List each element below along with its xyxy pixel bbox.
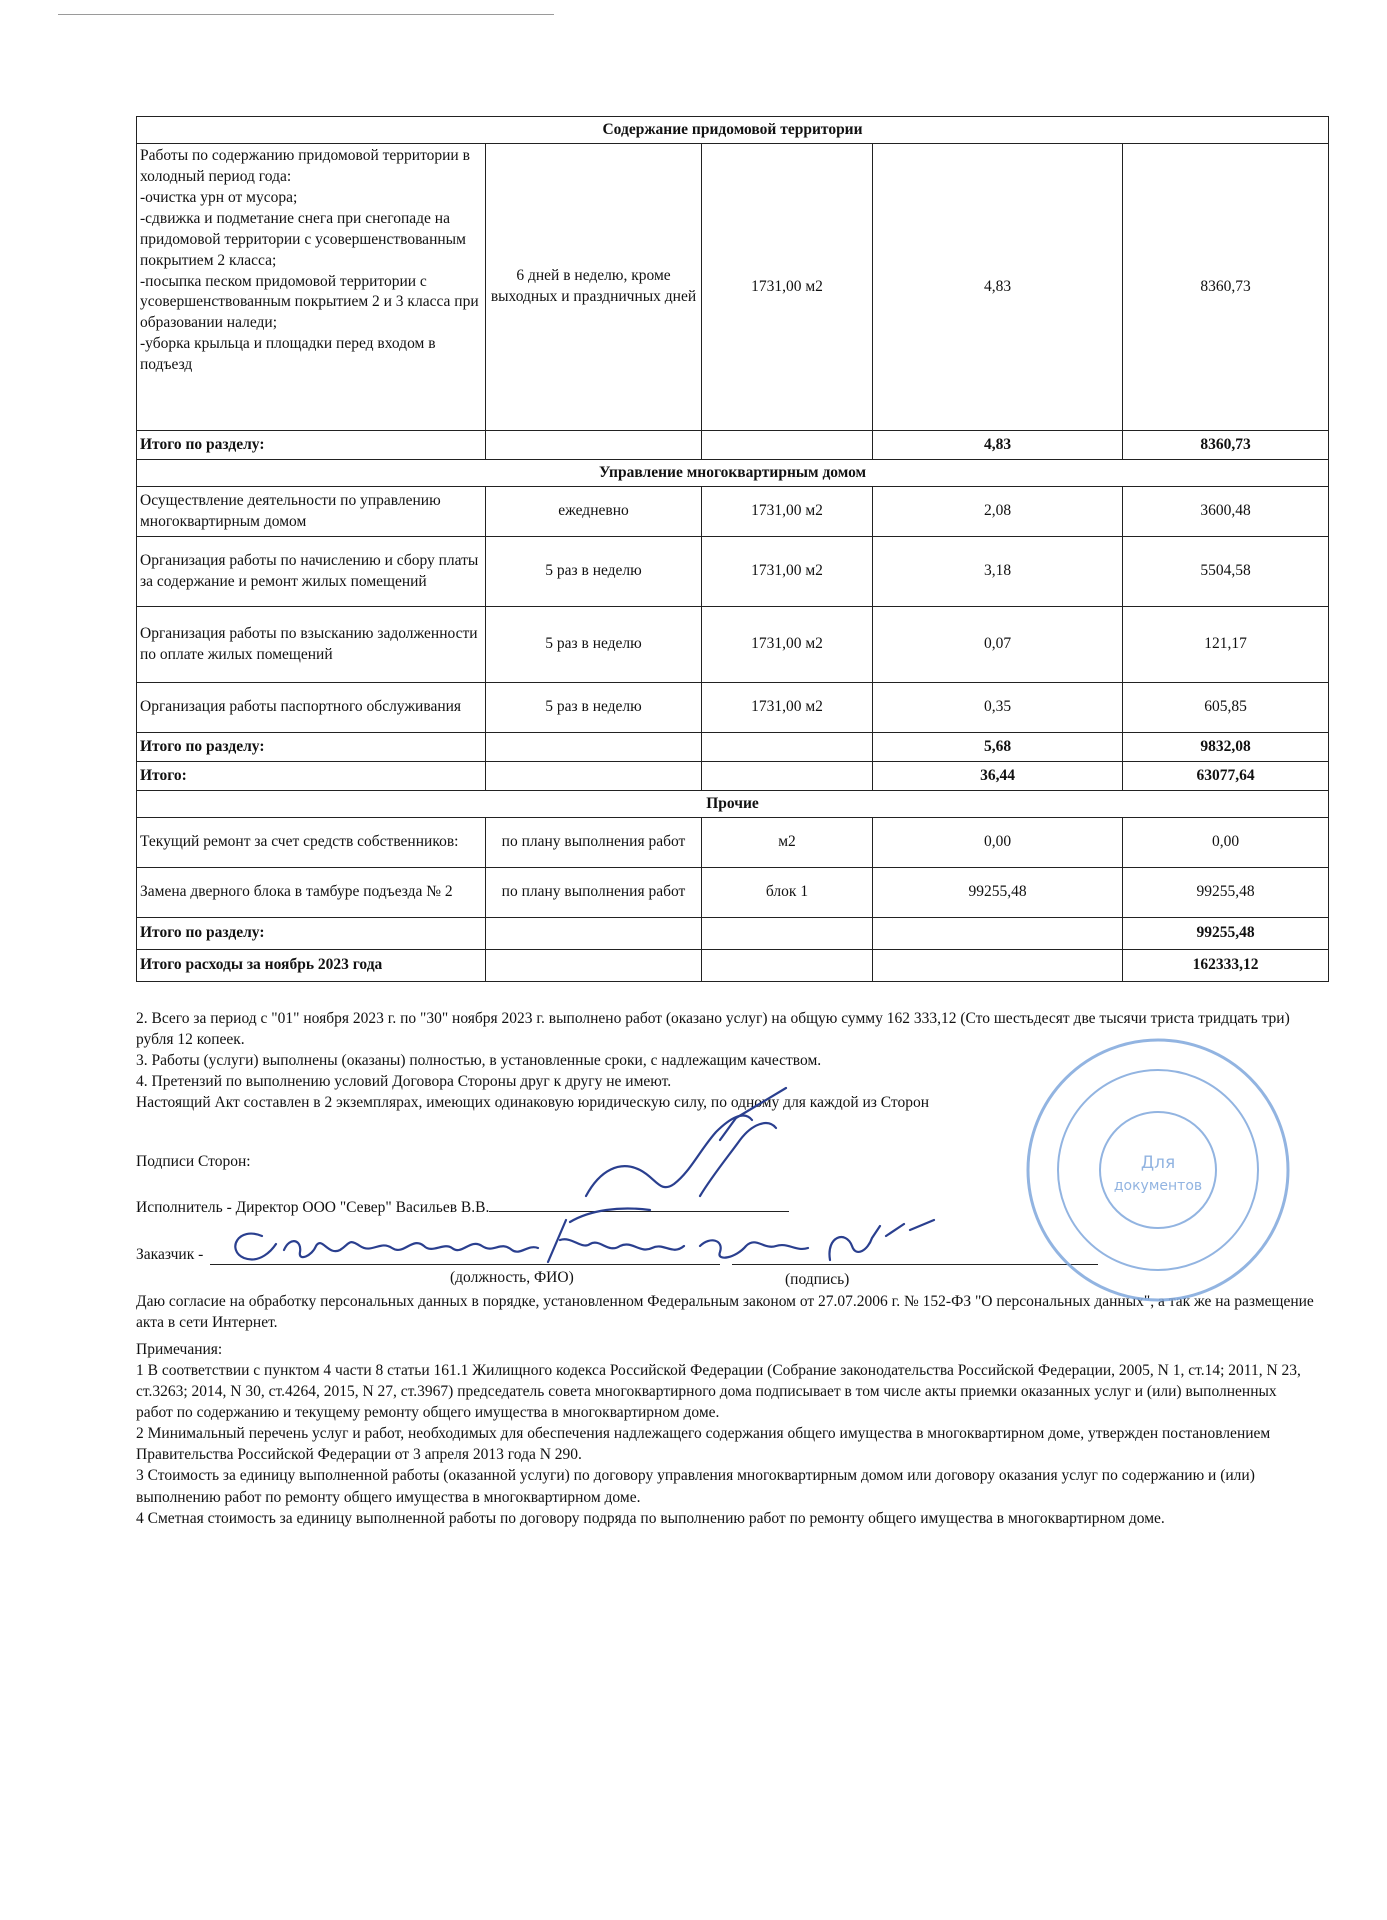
- subtotal-rate: 5,68: [873, 733, 1123, 762]
- customer-name-line: [210, 1264, 720, 1265]
- subtotal-row: [137, 733, 1329, 762]
- customer-line: [136, 1244, 1316, 1265]
- service-rate: 0,00: [873, 818, 1123, 868]
- service-frequency: 5 раз в неделю: [486, 537, 702, 607]
- subtotal-total: 9832,08: [1123, 733, 1329, 762]
- table-row: [137, 537, 1329, 607]
- grand-total-label: Итого:: [137, 762, 486, 791]
- service-rate: 99255,48: [873, 868, 1123, 918]
- section-title: Прочие: [137, 791, 1329, 818]
- note-item: 4 Сметная стоимость за единицу выполненной работы по договору подряда по выполнению работ по ремонту общего имущества в многоквартирном доме.: [136, 1509, 1165, 1527]
- service-name: Замена дверного блока в тамбуре подъезда № 2: [137, 868, 486, 918]
- service-frequency: 5 раз в неделю: [486, 607, 702, 683]
- service-total: 3600,48: [1123, 487, 1329, 537]
- section-title: Управление многоквартирным домом: [137, 460, 1329, 487]
- service-rate: 3,18: [873, 537, 1123, 607]
- service-total: 121,17: [1123, 607, 1329, 683]
- service-volume: м2: [702, 818, 873, 868]
- service-total: 8360,73: [1123, 144, 1329, 431]
- service-total: 5504,58: [1123, 537, 1329, 607]
- service-frequency: ежедневно: [486, 487, 702, 537]
- service-volume: 1731,00 м2: [702, 537, 873, 607]
- service-volume: 1731,00 м2: [702, 144, 873, 431]
- service-frequency: 6 дней в неделю, кроме выходных и праздничных дней: [486, 144, 702, 431]
- subtotal-total: 99255,48: [1123, 918, 1329, 950]
- table-row: [137, 818, 1329, 868]
- service-frequency: по плану выполнения работ: [486, 818, 702, 868]
- table-row: [137, 607, 1329, 683]
- table-row: [137, 144, 1329, 431]
- customer-signature-line: [732, 1264, 1098, 1265]
- section-title: Содержание придомовой территории: [137, 117, 1329, 144]
- table-row: [137, 868, 1329, 918]
- table-row: [137, 683, 1329, 733]
- scan-top-line: [58, 14, 554, 15]
- service-rate: 0,07: [873, 607, 1123, 683]
- service-frequency: 5 раз в неделю: [486, 683, 702, 733]
- service-rate: 4,83: [873, 144, 1123, 431]
- subtotal-label: Итого по разделу:: [137, 431, 486, 460]
- service-rate: 2,08: [873, 487, 1123, 537]
- final-total-row: [137, 950, 1329, 982]
- notes-block: [136, 1339, 1316, 1529]
- executor-line: [136, 1197, 1316, 1218]
- act-paragraphs: [136, 1008, 1316, 1113]
- subtotal-total: 8360,73: [1123, 431, 1329, 460]
- executor-label: Исполнитель - Директор ООО "Север" Васильев В.В.: [136, 1199, 490, 1216]
- final-total-sum: 162333,12: [1123, 950, 1329, 982]
- subtotal-rate: 4,83: [873, 431, 1123, 460]
- subtotal-label: Итого по разделу:: [137, 733, 486, 762]
- customer-label: Заказчик -: [136, 1246, 204, 1263]
- subtotal-label: Итого по разделу:: [137, 918, 486, 950]
- service-volume: 1731,00 м2: [702, 607, 873, 683]
- paragraph-2: 2. Всего за период с "01" ноября 2023 г. по "30" ноября 2023 г. выполнено работ (оказано услуг) на общую сумму 162 333,12 (Сто шестьдесят две тысячи триста тридцать три) рубля 12 копеек.: [136, 1010, 1290, 1049]
- subtotal-row: [137, 431, 1329, 460]
- grand-total-rate: 36,44: [873, 762, 1123, 791]
- service-total: 0,00: [1123, 818, 1329, 868]
- service-name: Текущий ремонт за счет средств собственников:: [137, 818, 486, 868]
- consent-text: Даю согласие на обработку персональных данных в порядке, установленном Федеральным законом от 27.07.2006 г. № 152-ФЗ "О персональных данных", а так же на размещение акта в сети Интернет.: [136, 1293, 1314, 1332]
- service-frequency: по плану выполнения работ: [486, 868, 702, 918]
- grand-total-row: [137, 762, 1329, 791]
- service-name: Осуществление деятельности по управлению многоквартирным домом: [137, 487, 486, 537]
- service-volume: 1731,00 м2: [702, 487, 873, 537]
- note-item: 3 Стоимость за единицу выполненной работы (оказанной услуги) по договору управления многоквартирным домом или договору оказания услуг по содержанию и (или) выполнению работ по ремонту общего имущества в многоквартирном доме.: [136, 1467, 1255, 1506]
- section-header-row: [137, 791, 1329, 818]
- service-volume: 1731,00 м2: [702, 683, 873, 733]
- stamp-center-text: документов: [1113, 1178, 1203, 1194]
- signatures-heading: Подписи Сторон:: [136, 1153, 251, 1170]
- section-header-row: [137, 460, 1329, 487]
- service-rate: 0,35: [873, 683, 1123, 733]
- paragraph-4: 4. Претензий по выполнению условий Договора Стороны друг к другу не имеют.: [136, 1073, 672, 1091]
- caption-position: (должность, ФИО): [450, 1269, 574, 1286]
- service-name: Работы по содержанию придомовой территории в холодный период года: -очистка урн от мусора; -сдвижка и подметание снега при снегопаде на придомовой территории с усовершенствованным покрытием 2 класса; -посыпка песком придомовой территории с усовершенствованным покрытием 2 и 3 класса при образовании наледи; -уборка крыльца и площадки перед входом в подъезд: [137, 144, 486, 431]
- service-total: 99255,48: [1123, 868, 1329, 918]
- final-total-label: Итого расходы за ноябрь 2023 года: [137, 950, 486, 982]
- section-header-row: [137, 117, 1329, 144]
- notes-heading: Примечания:: [136, 1341, 223, 1358]
- subtotal-row: [137, 918, 1329, 950]
- stamp-center-text: Для: [1140, 1153, 1176, 1173]
- service-name: Организация работы по начислению и сбору платы за содержание и ремонт жилых помещений: [137, 537, 486, 607]
- service-total: 605,85: [1123, 683, 1329, 733]
- executor-signature-line: [489, 1211, 789, 1212]
- caption-signature: (подпись): [785, 1271, 850, 1288]
- service-name: Организация работы паспортного обслуживания: [137, 683, 486, 733]
- note-item: 2 Минимальный перечень услуг и работ, необходимых для обеспечения надлежащего содержания общего имущества в многоквартирном доме, утвержден постановлением Правительства Российской Федерации от 3 апреля 2013 года N 290.: [136, 1425, 1271, 1464]
- grand-total-sum: 63077,64: [1123, 762, 1329, 791]
- services-table: [136, 116, 1329, 982]
- paragraph-3: 3. Работы (услуги) выполнены (оказаны) полностью, в установленные сроки, с надлежащим качеством.: [136, 1052, 822, 1070]
- paragraph-5: Настоящий Акт составлен в 2 экземплярах, имеющих одинаковую юридическую силу, по одному для каждой из Сторон: [136, 1094, 930, 1112]
- table-row: [137, 487, 1329, 537]
- note-item: 1 В соответствии с пунктом 4 части 8 статьи 161.1 Жилищного кодекса Российской Федерации (Собрание законодательства Российской Федерации, 2005, N 1, ст.14; 2011, N 23, ст.3263; 2014, N 30, ст.4264, 2015, N 27, ст.3967) председатель совета многоквартирного дома подписывает в том числе акты приемки оказанных услуг и (или) выполненных работ по содержанию и текущему ремонту общего имущества в многоквартирном доме.: [136, 1362, 1301, 1422]
- service-name: Организация работы по взысканию задолженности по оплате жилых помещений: [137, 607, 486, 683]
- service-volume: блок 1: [702, 868, 873, 918]
